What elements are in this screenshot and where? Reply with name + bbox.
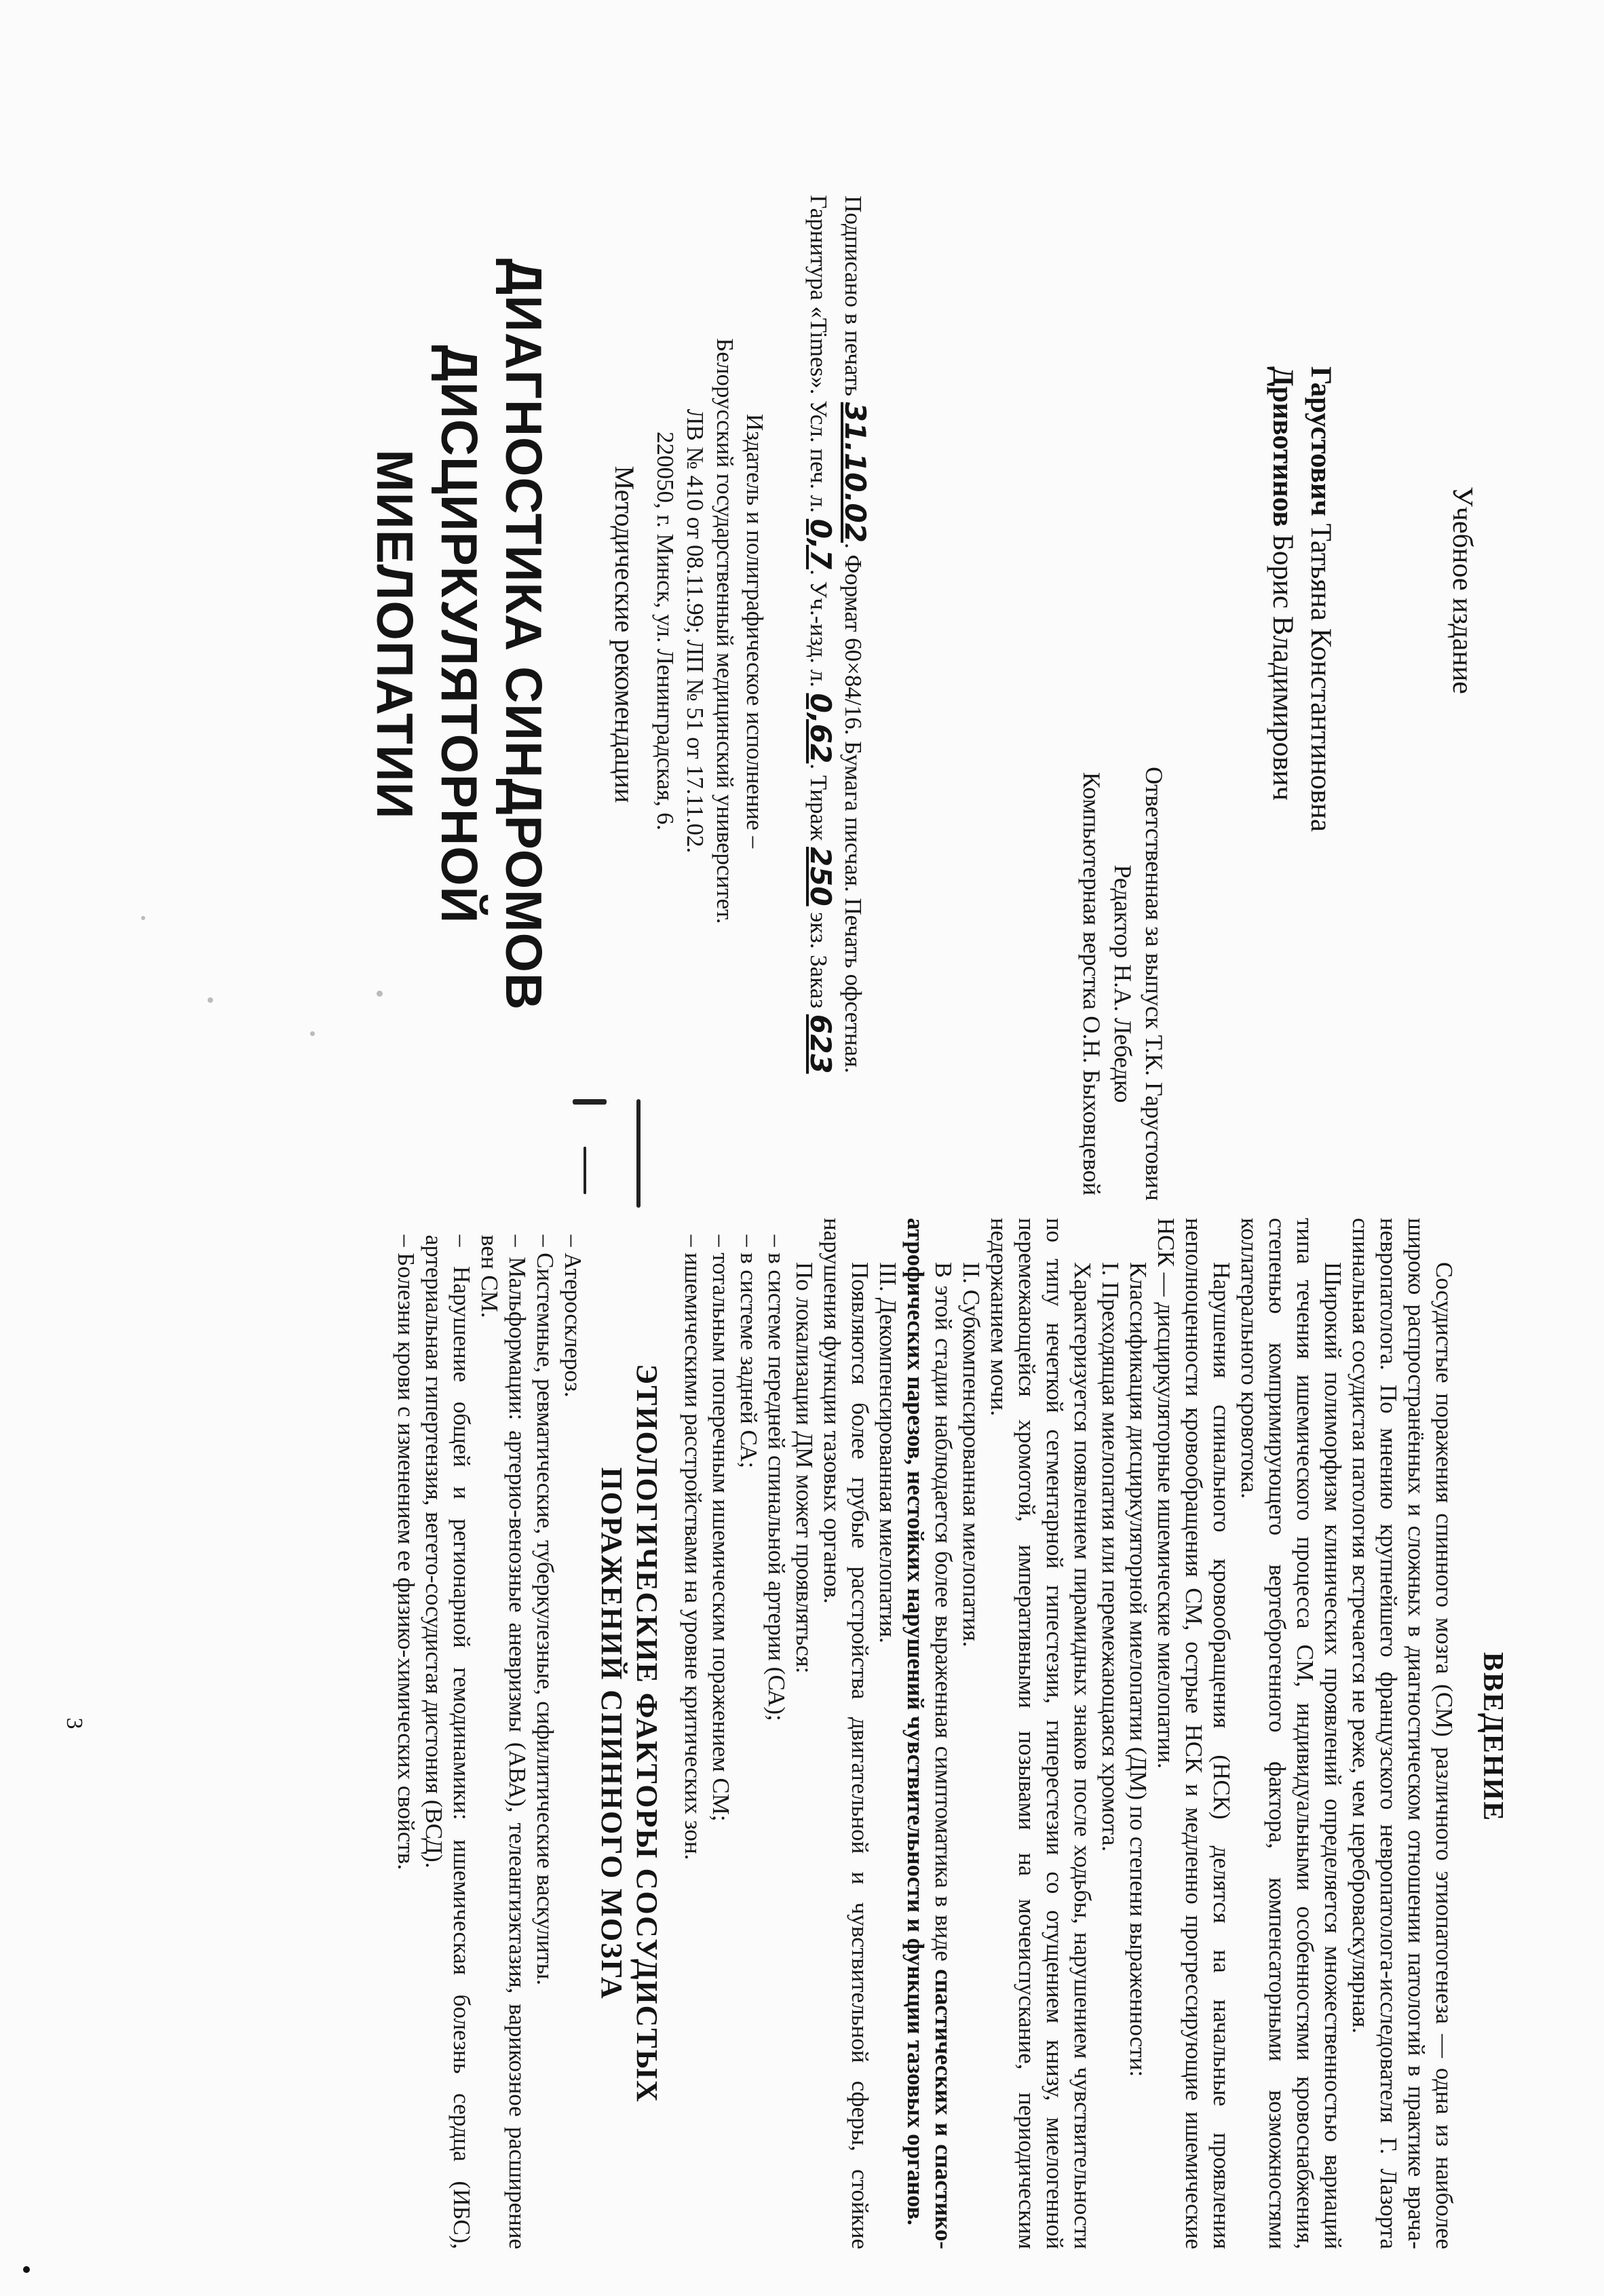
list-item: – ишемическими расстройствами на уровне критических зон. <box>680 1235 706 1860</box>
list-item: – в системе задней СА; <box>736 1235 762 1469</box>
author-surname: Гарустович <box>1305 366 1337 516</box>
editor-credit: Редактор Н.А. Лебедко <box>1109 864 1137 1103</box>
paragraph: I. Преходящая миелопатия или перемежающаяся хромота. <box>1097 1262 1124 1852</box>
title-line: ДИАГНОСТИКА СИНДРОМОВ <box>495 258 552 1011</box>
print-specs-line: Подписано в печать 31.10.02. Формат 60×84/16. Бумага писчая. Печать офсетная. <box>839 195 872 1073</box>
paragraph: II. Субкомпенсированная миелопатия. <box>958 1262 985 1647</box>
handwritten-date: 31.10.02 <box>839 402 872 543</box>
body-page <box>0 1153 1604 2296</box>
paragraph: По локализации ДМ может проявляться: <box>791 1262 818 1674</box>
scan-artifact <box>141 916 145 920</box>
book-subtitle: Методические рекомендации <box>609 465 640 803</box>
scan-artifact <box>377 991 383 997</box>
print-specs <box>802 183 871 1086</box>
authors-block <box>1263 366 1339 1045</box>
paragraph: В этой стадии наблюдается более выраженная симптоматика в виде спастических и спастико-атрофических парезов, нестойких нарушений чувствительности и функции тазовых органов. <box>902 1218 957 2250</box>
list-item: – Мальформации: артерио-венозные аневризмы (АВА), телеангиэктазия, варикозное расширение вен СМ. <box>476 1235 531 2249</box>
list-item: – Нарушение общей и регионарной гемодинамики: ишемическая болезнь сердца (ИБС), артериальная гипертензия, вегето-сосудистая дистония (ВСД). <box>421 1235 475 2249</box>
scan-artifact <box>23 2266 30 2273</box>
paragraph: Характеризуется появлением пирамидных знаков после ходьбы, нарушением чувствительности по типу нечеткой сегментарной гипестезии, гиперестезии со отущением книзу, миелогенной перемежающейся хромотой, императивными позывами на мочеиспускание, периодическим недержанием мочи. <box>986 1218 1096 2249</box>
book-title <box>362 244 556 1025</box>
page-number: 3 <box>62 1717 87 1729</box>
etiology-heading: ЭТИОЛОГИЧЕСКИЕ ФАКТОРЫ СОСУДИСТЫХ ПОРАЖЕНИЙ СПИННОГО МОЗГА <box>595 1364 664 2103</box>
author-surname: Дривотинов <box>1267 366 1299 527</box>
title-line: ДИСЦИРКУЛЯТОРНОЙ МИЕЛОПАТИИ <box>366 345 488 924</box>
author-given-name: Татьяна Константиновна <box>1305 523 1337 833</box>
paragraph: III. Декомпенсированная миелопатия. <box>875 1262 901 1643</box>
scan-artifact <box>208 997 213 1003</box>
scan-artifact <box>310 1031 315 1036</box>
paragraph: Широкий полиморфизм клинических проявлений определяется множественностью вариаций типа течения ишемического процесса СМ, индивидуальными особенностями кровоснабжения, степенью компримирующего вертеброгенного фактора, компенсаторными возможностями коллатерального кровотока. <box>1236 1218 1346 2249</box>
handwritten-order-number: 623 <box>804 1014 837 1074</box>
paragraph: Сосудистые поражения спинного мозга (СМ) различного этиопатогенеза — одна из наиболее широко распространённых и сложных в диагностическом отношении патологий в практике врача-невропатолога. По мнению крупнейшего французского невропатолога-исследователя Г. Лазорта спинальная сосудистая патология встречается не реже, чем цереброваскулярная. <box>1348 1218 1457 2249</box>
paragraph: Нарушения спинального кровообращения (НСК) делятся на начальные проявления неполноценности кровообращения СМ, острые НСК и медленно прогрессирующие ишемические НСК — дисциркуляторные ишемические миелопатии. <box>1153 1218 1235 2249</box>
list-item: – Болезни крови с изменением ее физико-химических свойств. <box>393 1235 419 1871</box>
author-line <box>1301 366 1339 1045</box>
handwritten-sheets: 0,7 <box>804 518 837 570</box>
author-given-name: Борис Владимирович <box>1267 534 1299 801</box>
paragraph: Классификация дисциркуляторной миелопатии (ДМ) по степени выраженности: <box>1125 1262 1151 2078</box>
list-item: – в системе передней спинальной артерии (СА); <box>763 1235 790 1721</box>
intro-heading: ВВЕДЕНИЕ <box>1477 1651 1508 1822</box>
print-specs-line: Гарнитура «Times». Усл. печ. л. 0,7. Уч.-изд. л. 0,62. Тираж 250 экз. Заказ 623 <box>804 195 837 1074</box>
edition-type: Учебное издание <box>1447 486 1478 694</box>
body-text <box>392 1218 1458 2249</box>
author-line <box>1263 366 1301 1045</box>
handwritten-print-run: 250 <box>804 846 837 906</box>
paragraph: Появляются более грубые расстройства двигательной и чувствительной сферы, стойкие нарушения функции тазовых органов. <box>819 1218 873 2249</box>
scan-artifact <box>573 1099 607 1105</box>
responsible-person: Ответственная за выпуск Т.К. Гарустович <box>1141 767 1168 1201</box>
layout-credit: Компьютерная верстка О.Н. Быховцевой <box>1078 771 1105 1196</box>
list-item: – тотальным поперечным ишемическим поражением СМ; <box>708 1235 734 1822</box>
publisher-block: Издатель и полиграфическое исполнение – Белорусский государственный медицинский университет. ЛВ № 410 от 08.11.99; ЛП № 51 от 17.11.02. 220050, г. Минск, ул. Ленинградская, 6. <box>652 338 768 924</box>
list-item: – Атеросклероз. <box>560 1235 586 1398</box>
handwritten-edition-sheets: 0,62 <box>804 693 837 764</box>
list-item: – Системные, ревматические, туберкулезные, сифилитические васкулиты. <box>532 1235 558 1986</box>
